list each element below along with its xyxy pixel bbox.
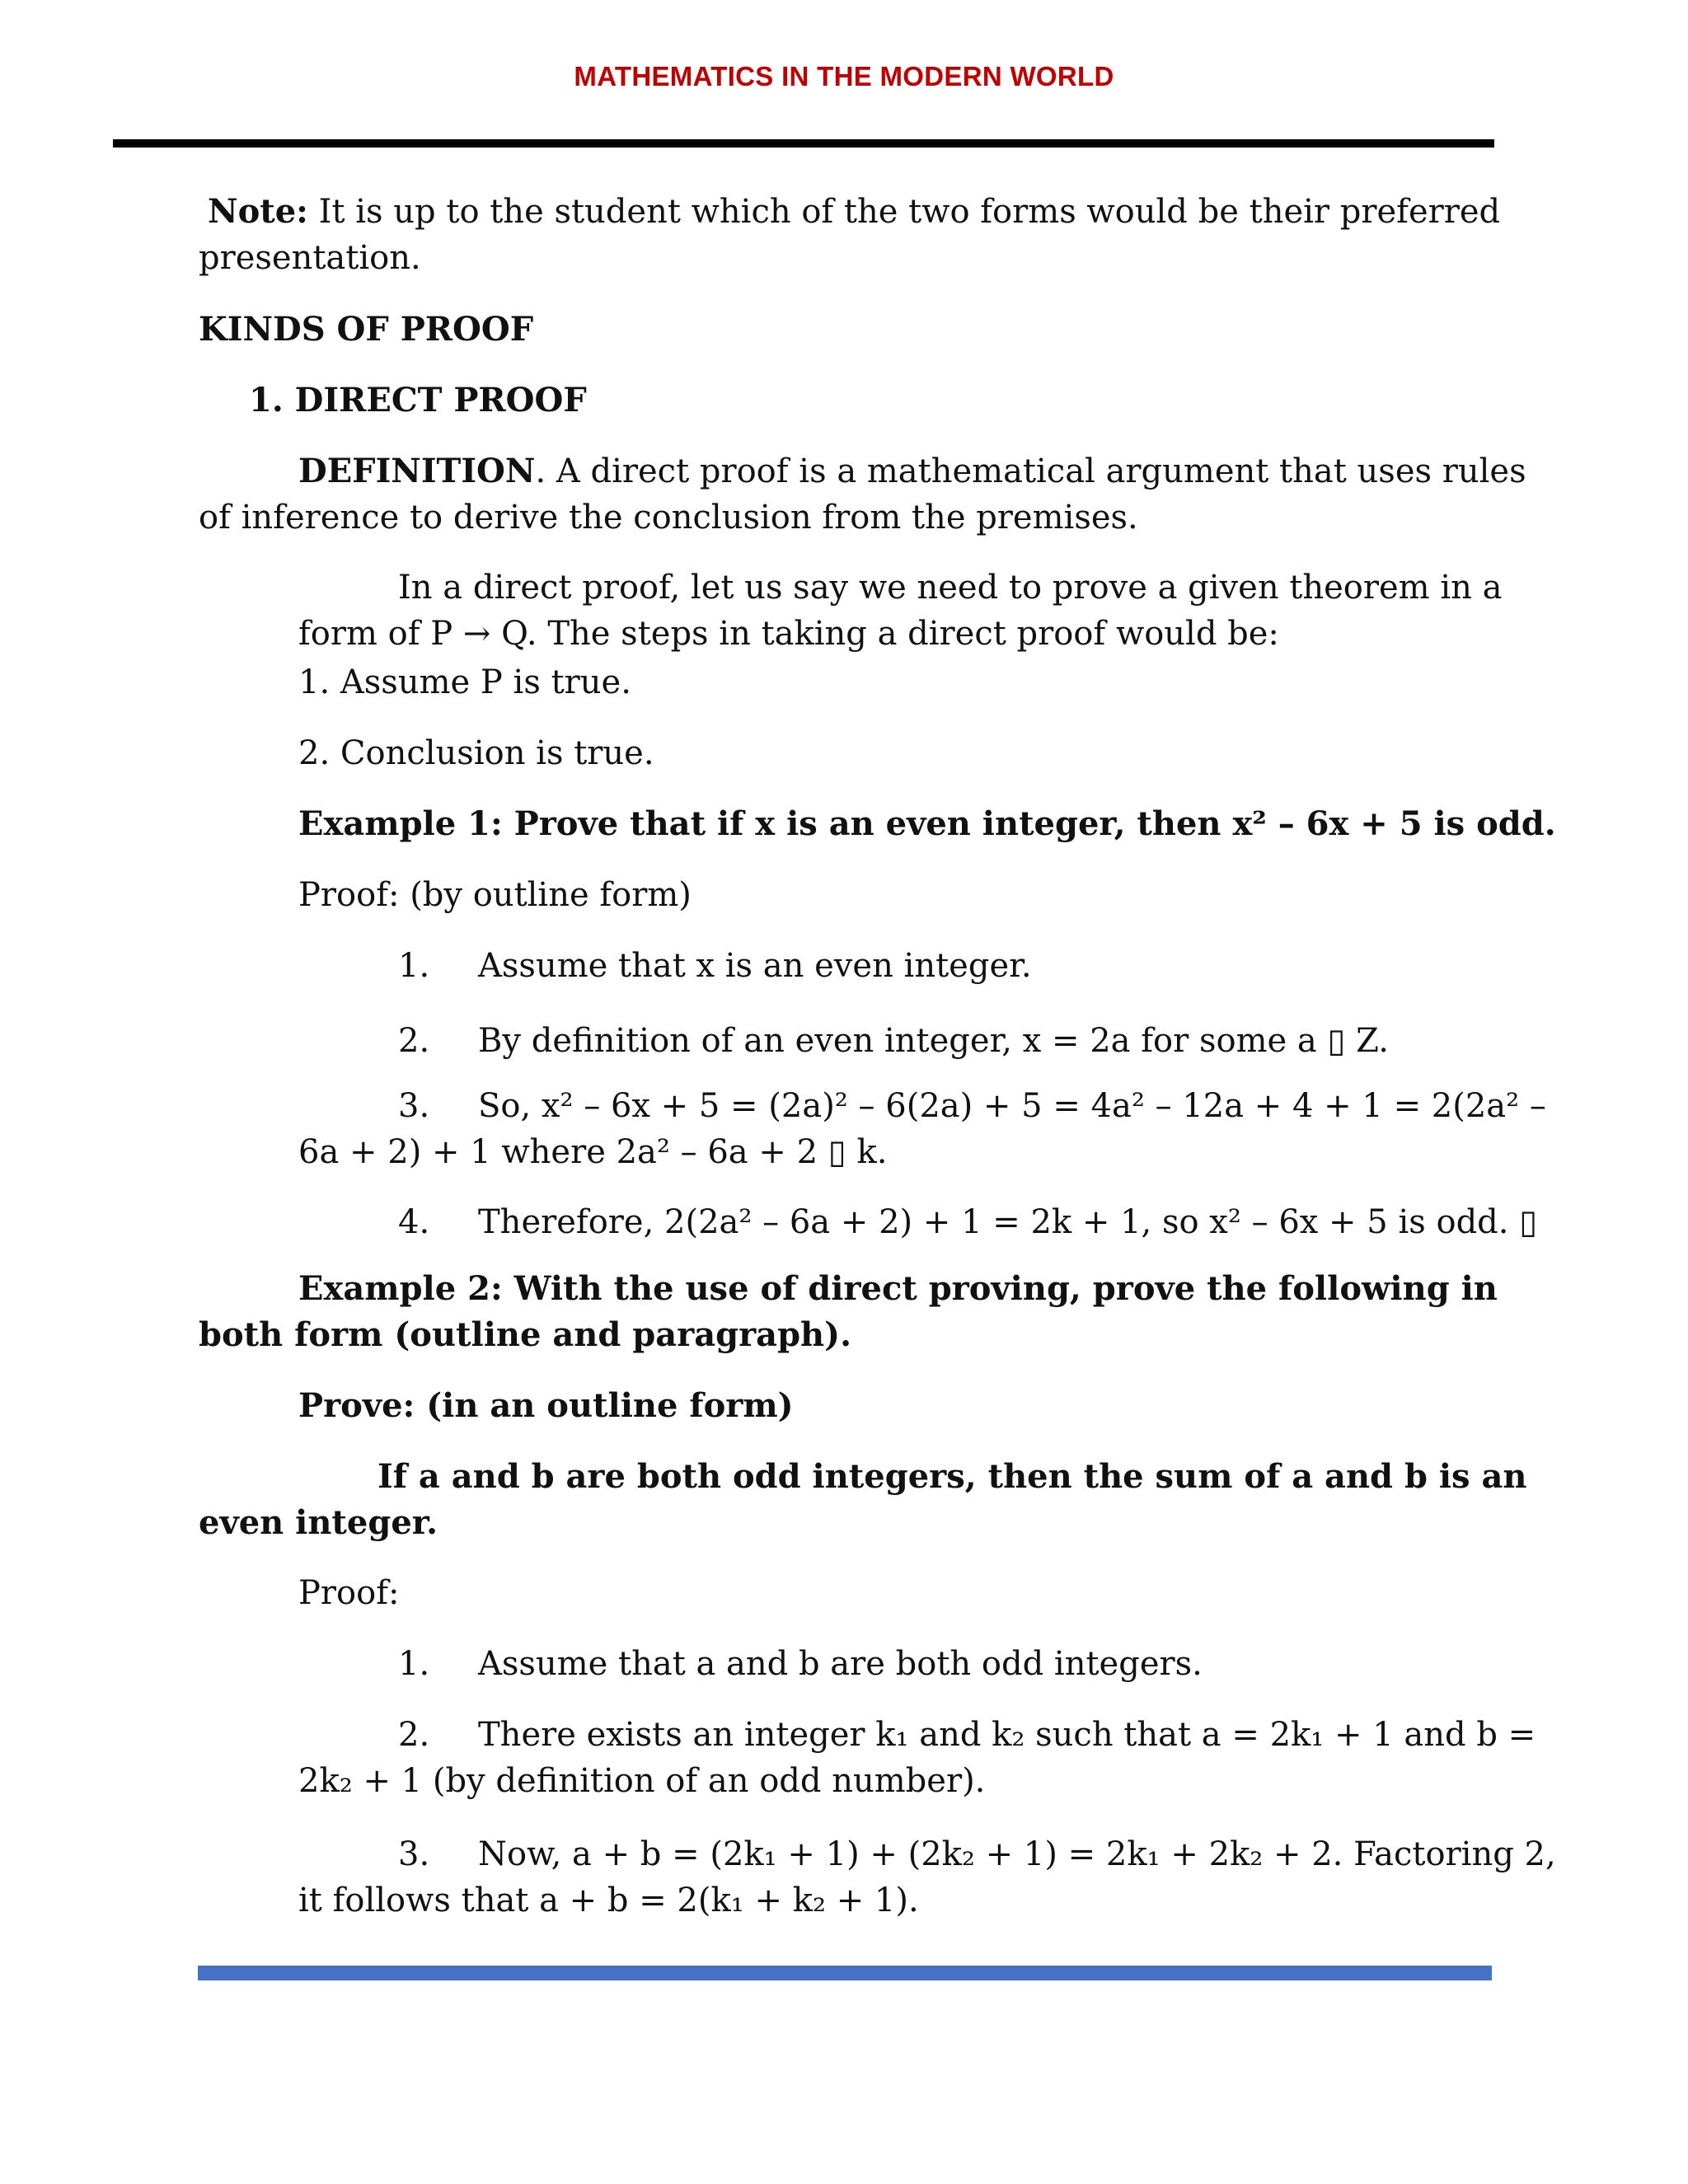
example-1-step-number: 2. bbox=[398, 1022, 430, 1060]
note-line-1 bbox=[208, 189, 1501, 235]
example-2-step-number: 1. bbox=[398, 1645, 430, 1683]
example-2-heading-line-2: both form (outline and paragraph). bbox=[199, 1315, 851, 1354]
intro-step-2: 2. Conclusion is true. bbox=[298, 734, 654, 772]
example-1-step-text: By definition of an even integer, x = 2a for some a ▯ Z. bbox=[478, 1022, 1389, 1060]
definition-label: DEFINITION bbox=[298, 452, 536, 490]
example-1-step-text: So, x² – 6x + 5 = (2a)² – 6(2a) + 5 = 4a² – 12a + 4 + 1 = 2(2a² – bbox=[478, 1087, 1546, 1125]
direct-proof-heading: 1. DIRECT PROOF bbox=[249, 381, 587, 419]
example-1-step-number: 1. bbox=[398, 947, 430, 985]
example-2-proof-label: Proof: bbox=[298, 1574, 400, 1612]
page-header-title: MATHEMATICS IN THE MODERN WORLD bbox=[574, 61, 1114, 91]
example-2-prove-label: Prove: (in an outline form) bbox=[298, 1386, 794, 1425]
example-1-step-number: 4. bbox=[398, 1203, 430, 1241]
example-1-step-text: Assume that x is an even integer. bbox=[478, 947, 1032, 985]
definition-text: . A direct proof is a mathematical argument that uses rules bbox=[535, 452, 1526, 490]
note-label: Note: bbox=[208, 192, 308, 231]
example-2-step-text: Assume that a and b are both odd integers. bbox=[478, 1645, 1203, 1683]
example-2-step-text: There exists an integer k₁ and k₂ such that a = 2k₁ + 1 and b = bbox=[478, 1716, 1536, 1754]
example-1-proof-label: Proof: (by outline form) bbox=[298, 876, 692, 914]
example-1-step-text: Therefore, 2(2a² – 6a + 2) + 1 = 2k + 1, so x² – 6x + 5 is odd. ▯ bbox=[478, 1203, 1538, 1241]
example-1-step-number: 3. bbox=[398, 1087, 430, 1125]
example-1-heading: Example 1: Prove that if x is an even integer, then x² – 6x + 5 is odd. bbox=[298, 804, 1556, 843]
note-line-2: presentation. bbox=[199, 239, 421, 277]
note-text: It is up to the student which of the two forms would be their preferred bbox=[318, 193, 1501, 231]
example-2-step-continuation: 2k₂ + 1 (by definition of an odd number). bbox=[298, 1762, 986, 1800]
intro-line-2: form of P → Q. The steps in taking a direct proof would be: bbox=[298, 615, 1279, 653]
example-2-step-number: 3. bbox=[398, 1835, 430, 1873]
example-2-step-number: 2. bbox=[398, 1716, 430, 1754]
example-2-heading-line-1: Example 2: With the use of direct proving, prove the following in bbox=[298, 1269, 1498, 1308]
kinds-of-proof-heading: KINDS OF PROOF bbox=[199, 310, 534, 349]
example-2-step-continuation: it follows that a + b = 2(k₁ + k₂ + 1). bbox=[298, 1882, 919, 1919]
intro-line-1: In a direct proof, let us say we need to prove a given theorem in a bbox=[398, 569, 1503, 607]
example-2-statement-line-1: If a and b are both odd integers, then the sum of a and b is an bbox=[377, 1457, 1527, 1496]
example-2-step-text: Now, a + b = (2k₁ + 1) + (2k₂ + 1) = 2k₁ + 2k₂ + 2. Factoring 2, bbox=[478, 1835, 1556, 1873]
definition-line-2: of inference to derive the conclusion from the premises. bbox=[199, 499, 1138, 537]
intro-step-1: 1. Assume P is true. bbox=[298, 663, 631, 701]
footer-rule bbox=[198, 1966, 1492, 1980]
example-2-statement-line-2: even integer. bbox=[199, 1503, 438, 1542]
header-rule bbox=[113, 139, 1494, 148]
definition-line-1 bbox=[298, 448, 1526, 494]
example-1-step-continuation: 6a + 2) + 1 where 2a² – 6a + 2 ▯ k. bbox=[298, 1133, 888, 1171]
